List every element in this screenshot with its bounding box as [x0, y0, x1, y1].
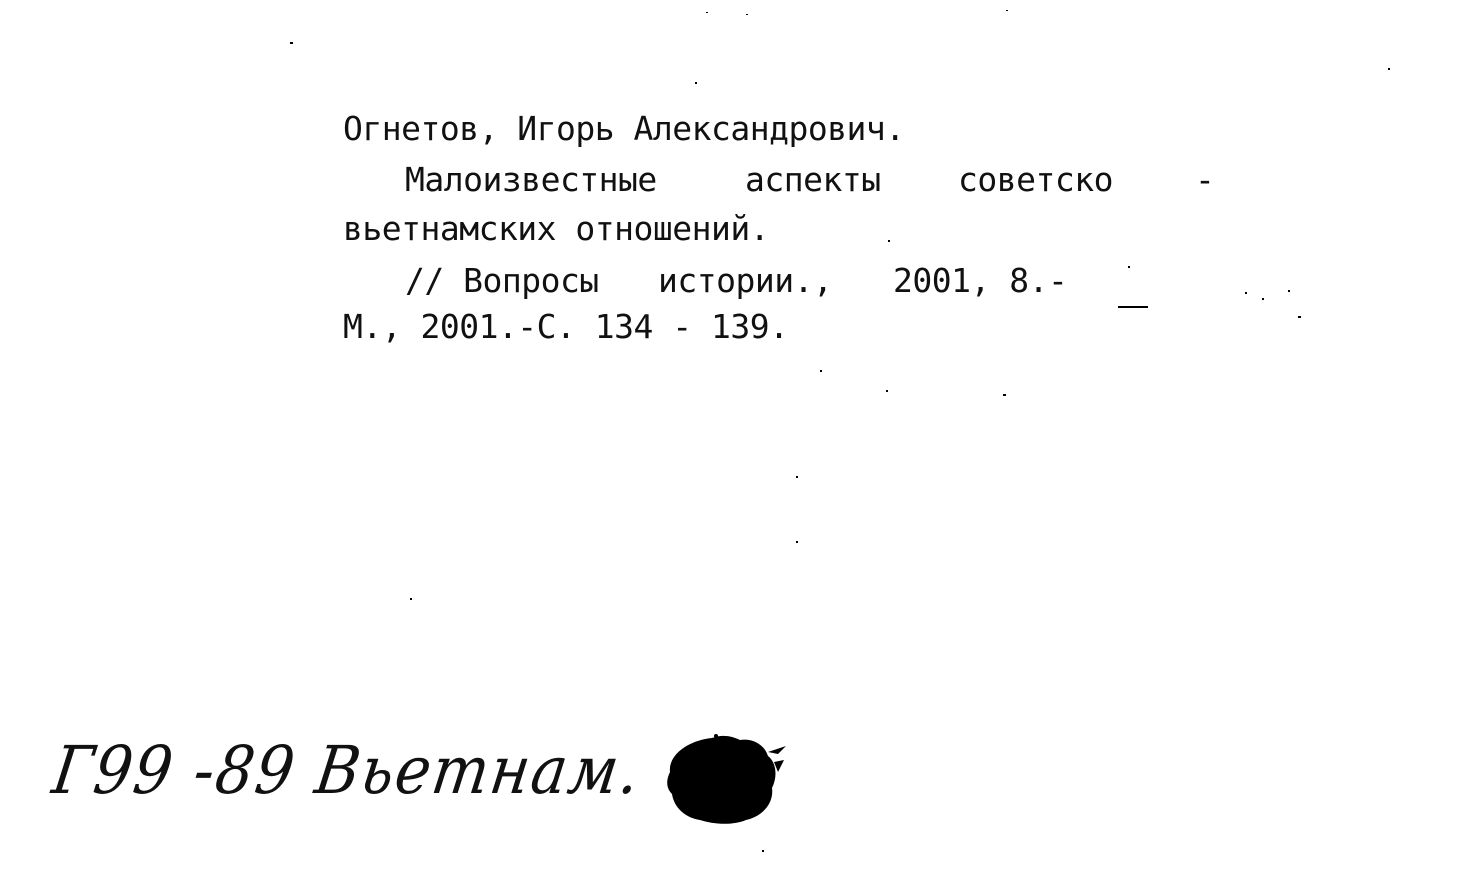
source-issue: 2001, 8.-: [893, 261, 1068, 300]
imprint-line: М., 2001.-С. 134 - 139.: [343, 307, 789, 346]
source-journal-part: истории.,: [658, 261, 833, 300]
ink-blot-icon: [660, 732, 788, 828]
author-line: Огнетов, Игорь Александрович.: [343, 109, 905, 148]
source-journal: // Вопросы: [405, 261, 599, 300]
title-hyphen: -: [1195, 160, 1215, 199]
title-word: советско: [958, 160, 1113, 199]
title-line-2: вьетнамских отношений.: [343, 209, 770, 248]
title-word: Малоизвестные: [405, 160, 657, 199]
handwritten-shelfmark: Г99 -89 Вьетнам.: [48, 732, 647, 809]
title-word: аспекты: [745, 160, 881, 199]
